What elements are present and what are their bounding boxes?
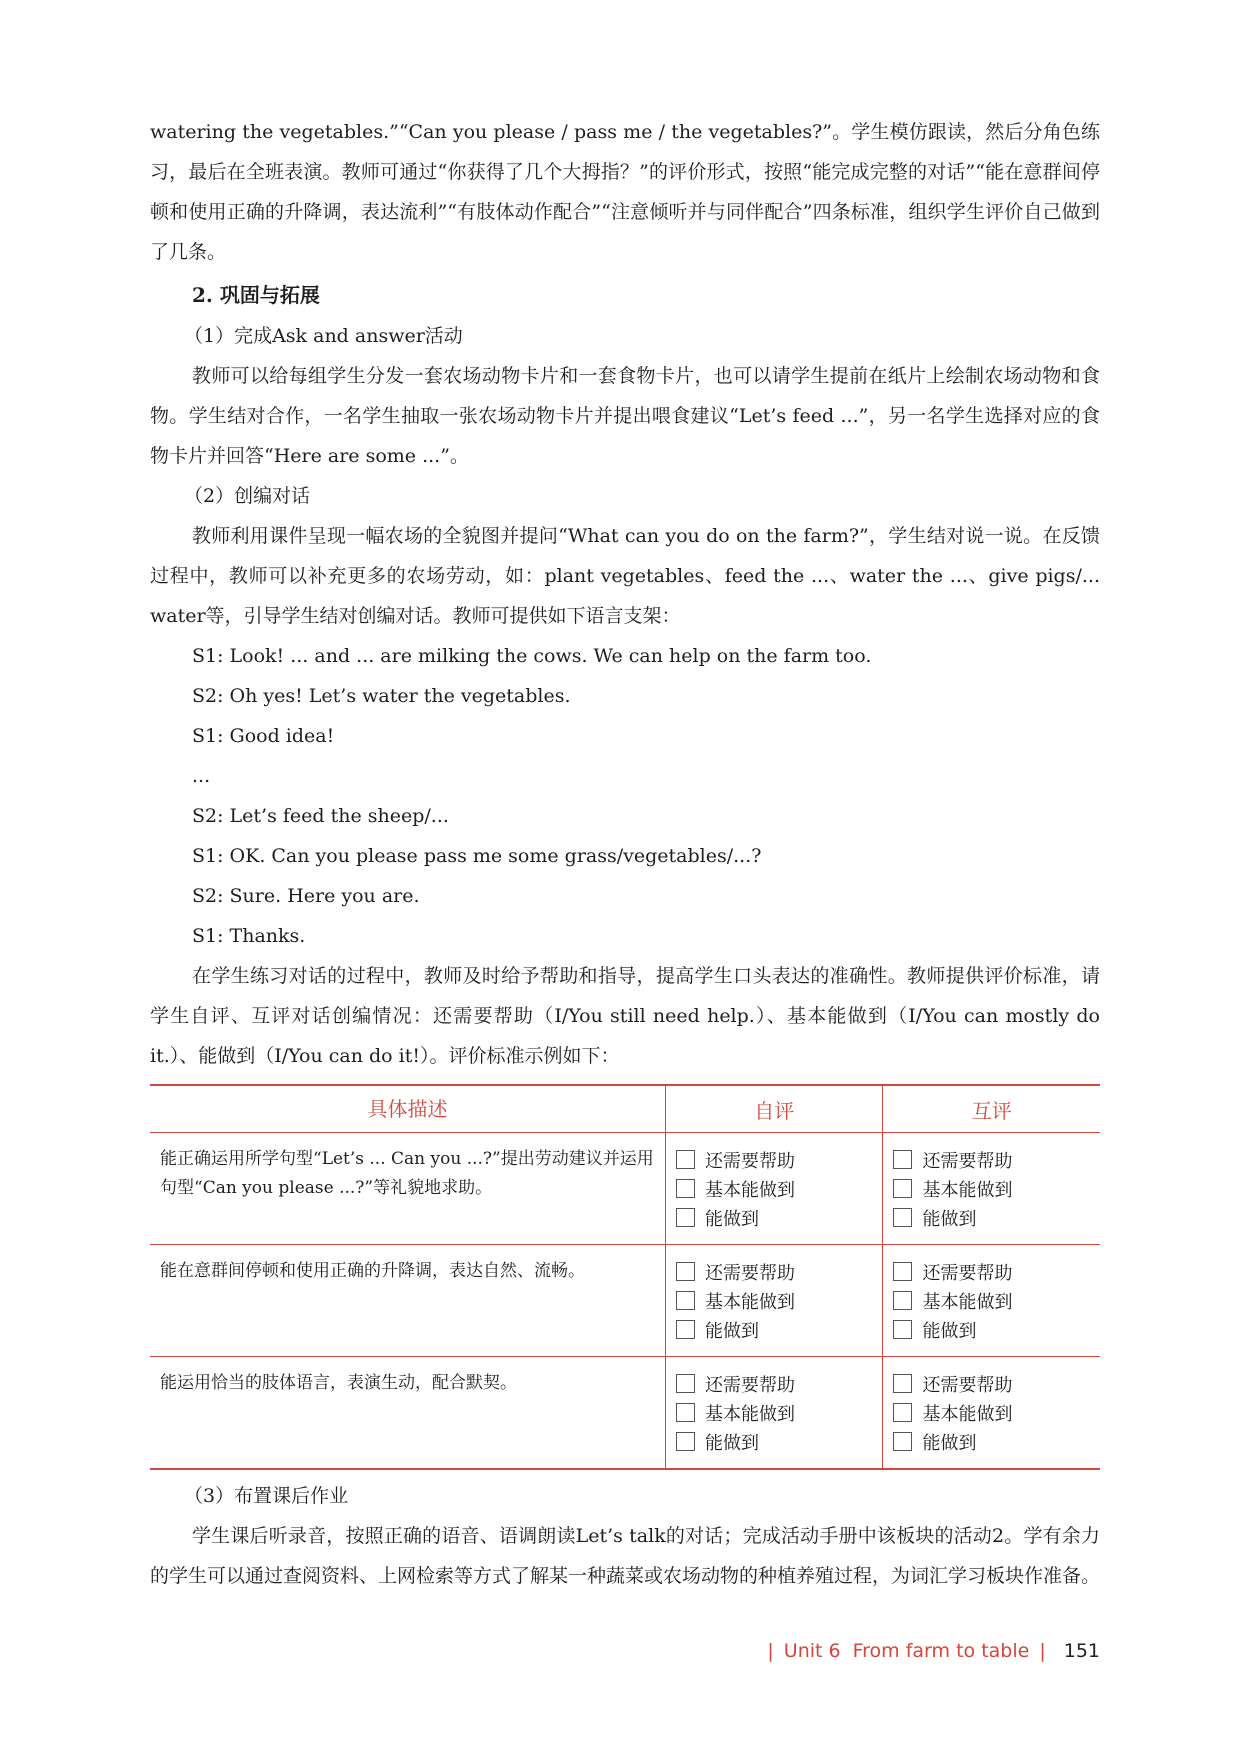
section-heading: 2. 巩固与拓展 — [192, 283, 320, 307]
page-number: 151 — [1063, 1640, 1100, 1662]
option-label: 还需要帮助 — [922, 1374, 1013, 1396]
peer-evaluation-options — [883, 1133, 1100, 1245]
criterion-description: 能运用恰当的肢体语言，表演生动，配合默契。 — [150, 1357, 666, 1470]
option-label: 能做到 — [922, 1320, 977, 1342]
page-content — [150, 112, 1100, 1596]
dialog-line: ... — [192, 765, 211, 787]
subsection-paragraph-2: 教师利用课件呈现一幅农场的全貌图并提问“What can you do on the farm?”，学生结对说一说。在反馈过程中，教师可以补充更多的农场劳动，如：plant vegetables、feed the ...、water the ...、give pigs/... water等，引导学生结对创编对话。教师可提供如下语言支架： — [150, 525, 1100, 627]
criterion-description: 能正确运用所学句型“Let’s ... Can you ...?”提出劳动建议并运用句型“Can you please ...?”等礼貌地求助。 — [150, 1133, 666, 1245]
page-footer — [757, 1640, 1100, 1662]
checkbox[interactable] — [676, 1208, 695, 1227]
subsection-title-3: （3）布置课后作业 — [184, 1485, 349, 1507]
checkbox[interactable] — [676, 1320, 695, 1339]
checkbox[interactable] — [893, 1291, 912, 1310]
subsection-paragraph-3: 学生课后听录音，按照正确的语音、语调朗读Let’s talk的对话；完成活动手册中该板块的活动2。学有余力的学生可以通过查阅资料、上网检索等方式了解某一种蔬菜或农场动物的种植养殖过程，为词汇学习板块作准备。 — [150, 1525, 1101, 1587]
footer-unit-title: From farm to table — [852, 1640, 1030, 1662]
dialog-block — [150, 636, 1100, 956]
dialog-line: S1: Look! ... and ... are milking the cows. We can help on the farm too. — [192, 645, 872, 667]
checkbox[interactable] — [893, 1179, 912, 1198]
checkbox[interactable] — [893, 1208, 912, 1227]
table-row — [150, 1357, 1100, 1470]
peer-evaluation-options — [883, 1245, 1100, 1357]
header-self-evaluation: 自评 — [666, 1085, 883, 1133]
subsection-title-2: （2）创编对话 — [184, 485, 311, 507]
checkbox[interactable] — [893, 1403, 912, 1422]
header-peer-evaluation: 互评 — [883, 1085, 1100, 1133]
table-header-row — [150, 1085, 1100, 1133]
table-row — [150, 1245, 1100, 1357]
option-label: 还需要帮助 — [922, 1262, 1013, 1284]
dialog-line: S2: Oh yes! Let’s water the vegetables. — [192, 685, 571, 707]
option-label: 基本能做到 — [922, 1291, 1013, 1313]
option-label: 基本能做到 — [705, 1403, 795, 1425]
self-evaluation-options — [666, 1245, 883, 1357]
evaluation-intro-paragraph: 在学生练习对话的过程中，教师及时给予帮助和指导，提高学生口头表达的准确性。教师提供评价标准，请学生自评、互评对话创编情况：还需要帮助（I/You still need help.）、基本能做到（I/You can mostly do it.）、能做到（I/You can do it!）。评价标准示例如下： — [150, 965, 1100, 1067]
option-label: 基本能做到 — [922, 1179, 1013, 1201]
dialog-line: S1: OK. Can you please pass me some grass/vegetables/...? — [192, 845, 762, 867]
option-label: 基本能做到 — [705, 1179, 795, 1201]
checkbox[interactable] — [893, 1150, 912, 1169]
checkbox[interactable] — [676, 1291, 695, 1310]
dialog-line: S1: Good idea! — [192, 725, 335, 747]
option-label: 能做到 — [705, 1208, 759, 1230]
option-label: 还需要帮助 — [705, 1150, 795, 1172]
option-label: 能做到 — [922, 1208, 977, 1230]
option-label: 基本能做到 — [922, 1403, 1013, 1425]
criterion-description: 能在意群间停顿和使用正确的升降调，表达自然、流畅。 — [150, 1245, 666, 1357]
intro-paragraph: watering the vegetables.”“Can you please / pass me / the vegetables?”。学生模仿跟读，然后分角色练习，最后在全班表演。教师可通过“你获得了几个大拇指？”的评价形式，按照“能完成完整的对话”“能在意群间停顿和使用正确的升降调，表达流利”“有肢体动作配合”“注意倾听并与同伴配合”四条标准，组织学生评价自己做到了几条。 — [150, 121, 1100, 263]
option-label: 还需要帮助 — [922, 1150, 1013, 1172]
checkbox[interactable] — [676, 1150, 695, 1169]
checkbox[interactable] — [893, 1320, 912, 1339]
dialog-line: S1: Thanks. — [192, 925, 306, 947]
checkbox[interactable] — [893, 1374, 912, 1393]
checkbox[interactable] — [676, 1403, 695, 1422]
checkbox[interactable] — [676, 1374, 695, 1393]
checkbox[interactable] — [893, 1262, 912, 1281]
checkbox[interactable] — [676, 1262, 695, 1281]
dialog-line: S2: Sure. Here you are. — [192, 885, 420, 907]
table-row — [150, 1133, 1100, 1245]
option-label: 能做到 — [705, 1320, 759, 1342]
self-evaluation-options — [666, 1357, 883, 1470]
evaluation-table — [150, 1084, 1100, 1470]
self-evaluation-options — [666, 1133, 883, 1245]
checkbox[interactable] — [893, 1432, 912, 1451]
subsection-title-1: （1）完成Ask and answer活动 — [184, 325, 463, 347]
option-label: 能做到 — [922, 1432, 977, 1454]
footer-divider: | — [767, 1640, 774, 1662]
subsection-paragraph-1: 教师可以给每组学生分发一套农场动物卡片和一套食物卡片，也可以请学生提前在纸片上绘制农场动物和食物。学生结对合作，一名学生抽取一张农场动物卡片并提出喂食建议“Let’s feed ...”，另一名学生选择对应的食物卡片并回答“Here are some ...”。 — [150, 365, 1100, 467]
option-label: 还需要帮助 — [705, 1262, 795, 1284]
option-label: 能做到 — [705, 1432, 759, 1454]
header-description: 具体描述 — [150, 1085, 666, 1133]
footer-divider: | — [1039, 1640, 1046, 1662]
option-label: 基本能做到 — [705, 1291, 795, 1313]
checkbox[interactable] — [676, 1432, 695, 1451]
option-label: 还需要帮助 — [705, 1374, 795, 1396]
peer-evaluation-options — [883, 1357, 1100, 1470]
footer-unit-label: Unit 6 — [783, 1640, 841, 1662]
checkbox[interactable] — [676, 1179, 695, 1198]
dialog-line: S2: Let’s feed the sheep/... — [192, 805, 449, 827]
